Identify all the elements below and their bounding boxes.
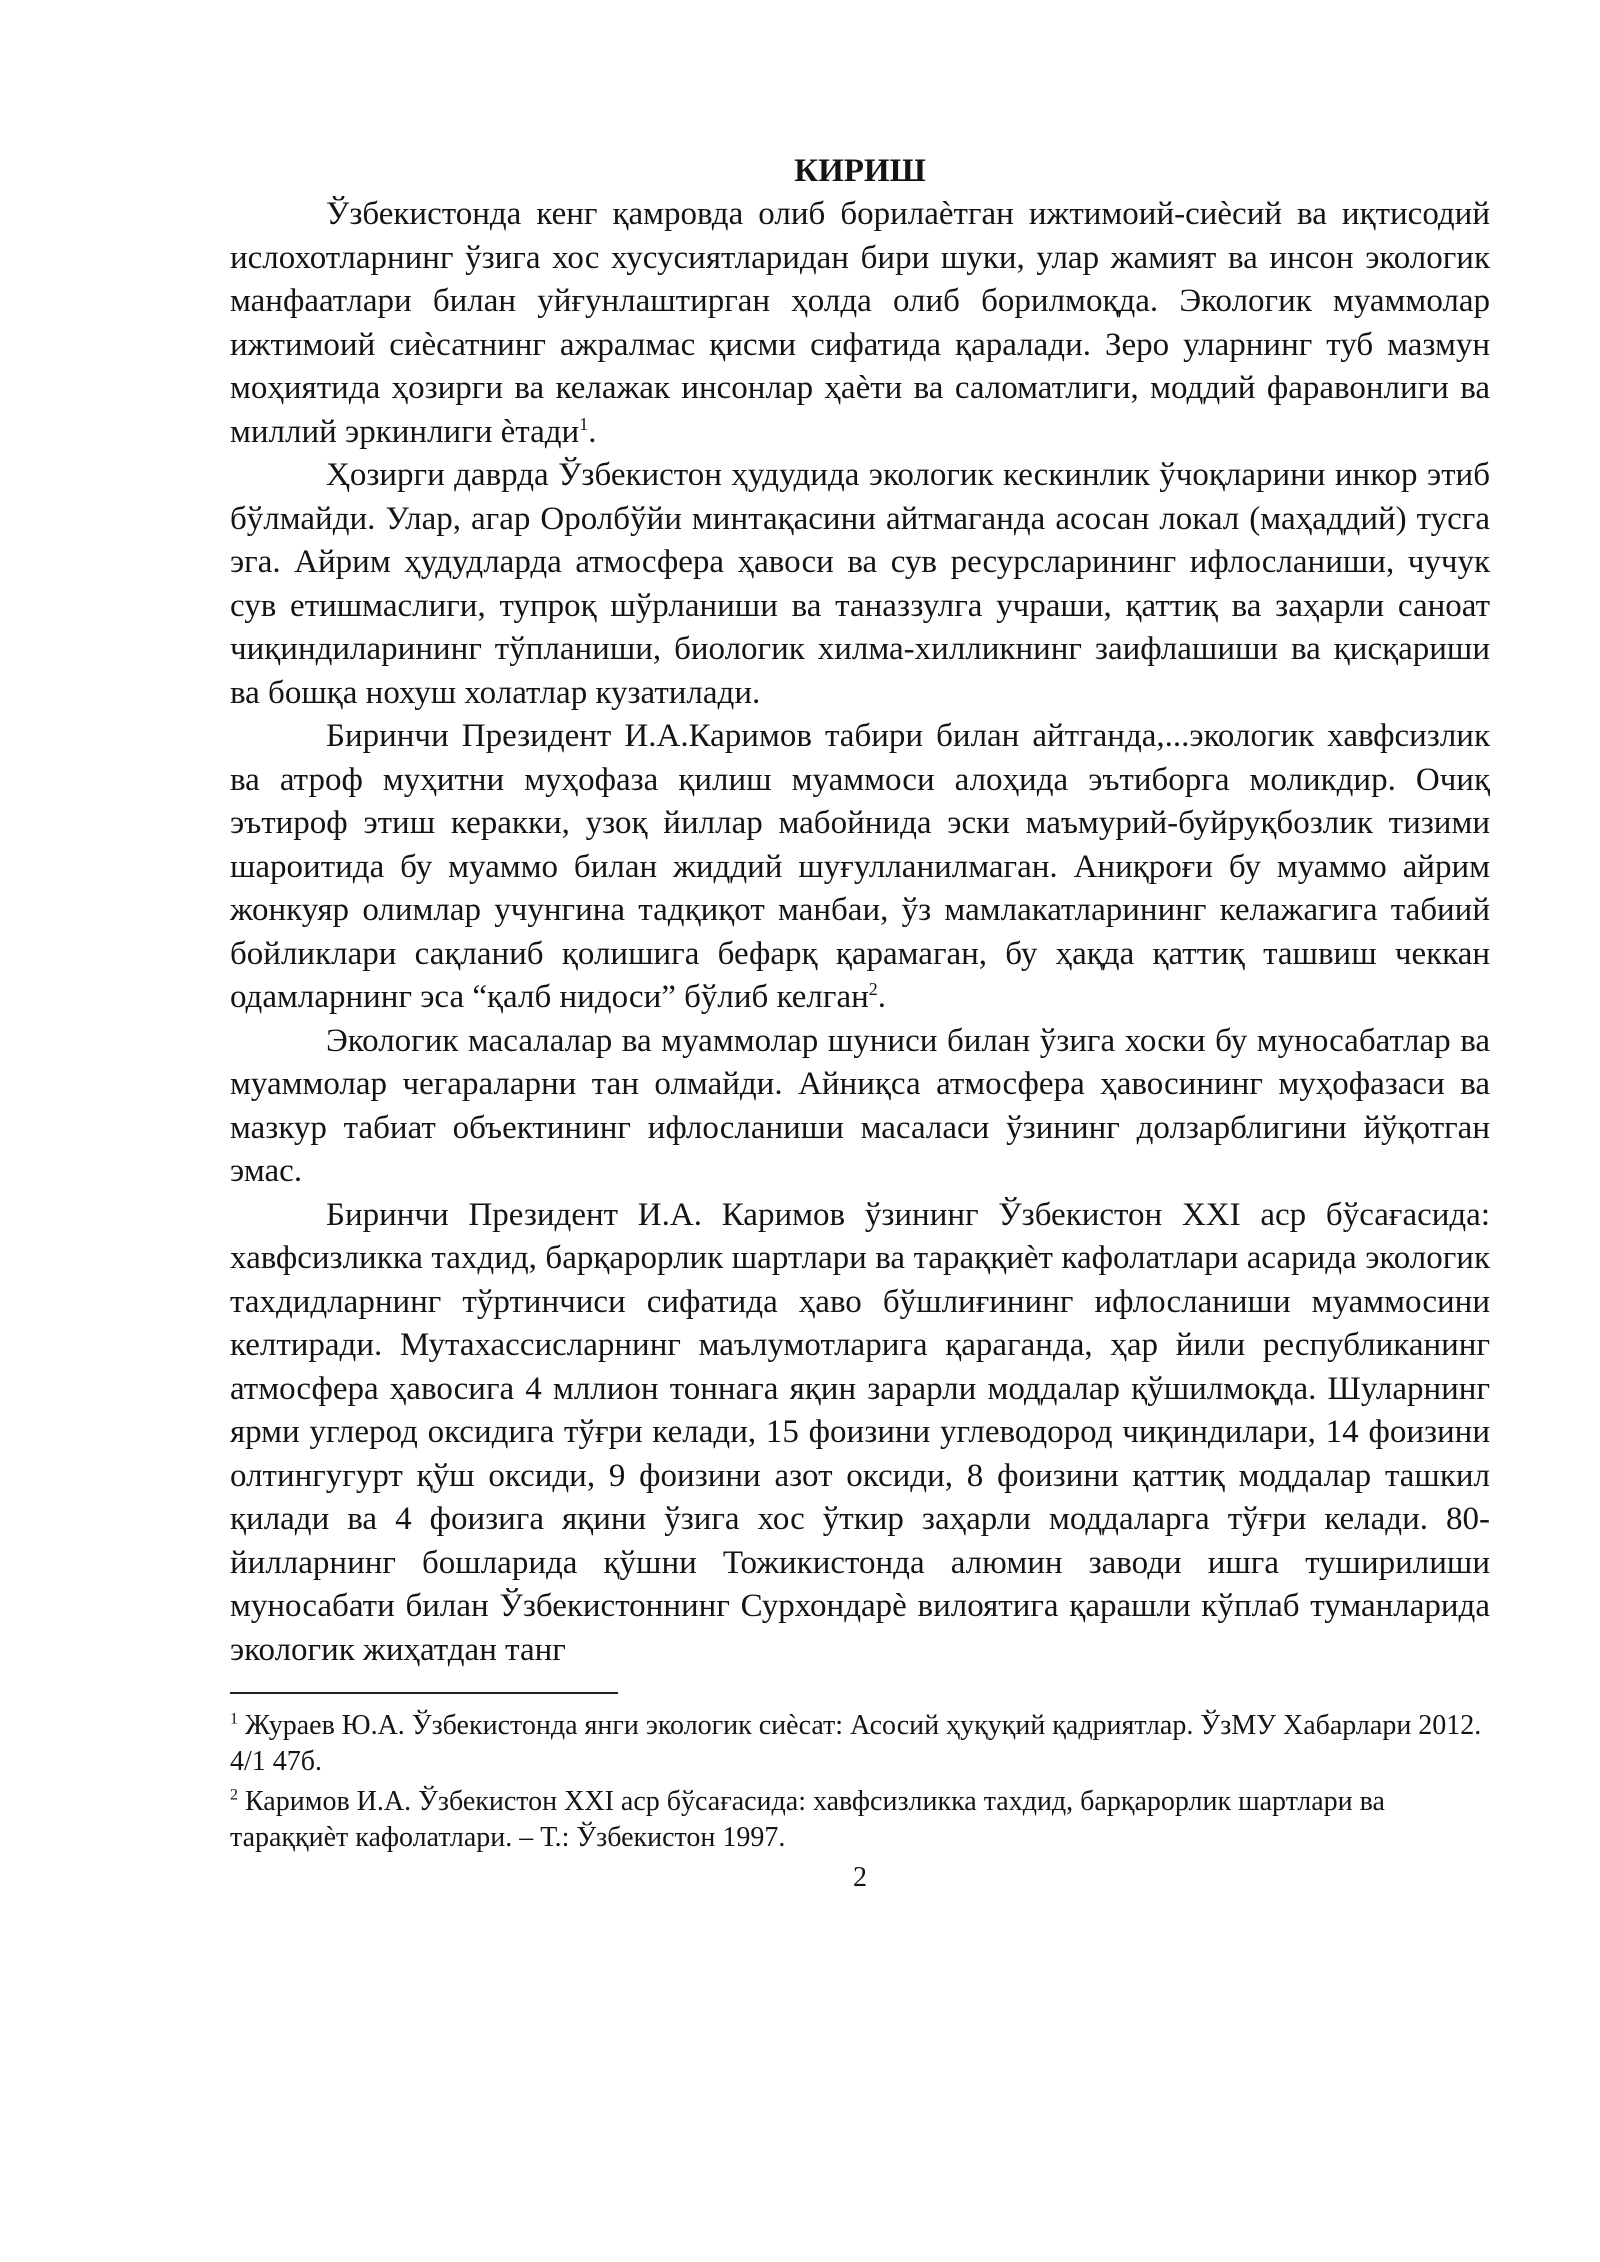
- document-page: [230, 150, 1490, 1896]
- paragraph-text: Ўзбекистонда кенг қамровда олиб борилаѐтган ижтимоий-сиѐсий ва иқтисодий ислохотларнинг ўзига хос хусусиятларидан бири шуки, улар жамият ва инсон экологик манфаатлари билан уйғунлаштирган ҳолда олиб борилмоқда. Экологик муаммолар ижтимоий сиѐсатнинг ажралмас қисми сифатида қаралади. Зеро уларнинг туб мазмун моҳиятида ҳозирги ва келажак инсонлар ҳаѐти ва саломатлиги, моддий фаравонлиги ва миллий эркинлиги ѐтади: [230, 196, 1490, 450]
- paragraph-3: [230, 715, 1490, 1020]
- paragraph-tail: .: [877, 979, 886, 1015]
- paragraph-text: Ҳозирги даврда Ўзбекистон ҳудудида экологик кескинлик ўчоқларини инкор этиб бўлмайди. Улар, агар Оролбўйи минтақасини айтмаганда асосан локал (маҳаддий) тусга эга. Айрим ҳудудларда атмосфера ҳавоси ва сув ресурсларининг ифлосланиши, чучук сув етишмаслиги, тупроқ шўрланиши ва таназзулга учраши, қаттиқ ва заҳарли саноат чиқиндиларининг тўпланиши, биологик хилма-хилликнинг заифлашиши ва қисқариши ва бошқа нохуш холатлар кузатилади.: [230, 457, 1490, 711]
- paragraph-tail: .: [588, 413, 597, 450]
- footnote-mark: 2: [230, 1786, 238, 1804]
- footnote-mark: 1: [230, 1710, 238, 1728]
- paragraph-5: [230, 1194, 1490, 1673]
- page-number: 2: [853, 1862, 867, 1893]
- document-title: КИРИШ: [794, 153, 926, 189]
- paragraph-2: [230, 454, 1490, 715]
- footnote-reference-1[interactable]: 1: [579, 413, 589, 434]
- footnote-text: Каримов И.А. Ўзбекистон XXI аср бўсағасида: хавфсизликка тахдид, барқарорлик шартлари ва тараққиѐт кафолатлари. – Т.: Ўзбекистон 1997.: [230, 1786, 1385, 1853]
- footnote-1: [230, 1708, 1490, 1780]
- paragraph-1: [230, 193, 1490, 454]
- paragraph-text: Биринчи Президент И.А. Каримов ўзининг Ўзбекистон XXI аср бўсағасида: хавфсизликка тахдид, барқарорлик шартлари ва тараққиѐт кафолатлари асарида экологик тахдидларнинг тўртинчиси сифатида ҳаво бўшлиғининг ифлосланиши муаммосини келтиради. Мутахассисларнинг маълумотларига қараганда, ҳар йили республиканинг атмосфера ҳавосига 4 мллион тоннага яқин зарарли моддалар қўшилмоқда. Шуларнинг ярми углерод оксидига тўғри келади, 15 фоизини углеводород чиқиндилари, 14 фоизини олтингугурт қўш оксиди, 9 фоизини азот оксиди, 8 фоизини қаттиқ моддалар ташкил қилади ва 4 фоизига яқини ўзига хос ўткир заҳарли моддаларга тўғри келади. 80-йилларнинг бошларида қўшни Тожикистонда алюмин заводи ишга туширилиши муносабати билан Ўзбекистоннинг Сурхондарѐ вилоятига қарашли кўплаб туманларида экологик жиҳатдан танг: [230, 1196, 1490, 1668]
- footnote-separator: [230, 1692, 618, 1694]
- footnote-text: Жураев Ю.А. Ўзбекистонда янги экологик сиѐсат: Асосий ҳуқуқий қадриятлар. ЎзМУ Хабарлари 2012. 4/1 47б.: [230, 1710, 1482, 1777]
- footnote-reference-2[interactable]: 2: [868, 979, 878, 999]
- paragraph-text: Биринчи Президент И.А.Каримов табири билан айтганда,...экологик хавфсизлик ва атроф муҳитни муҳофаза қилиш муаммоси алоҳида эътиборга моликдир. Очиқ эътироф этиш керакки, узоқ йиллар мабойнида эски маъмурий-буйруқбозлик тизими шароитида бу муаммо билан жиддий шуғулланилмаган. Аниқроғи бу муаммо айрим жонкуяр олимлар учунгина тадқиқот манбаи, ўз мамлакатларининг келажагига табиий бойликлари сақланиб қолишига бефарқ қарамаган, бу ҳақда қаттиқ ташвиш чеккан одамларнинг эса “қалб нидоси” бўлиб келган: [230, 718, 1490, 1015]
- paragraph-text: Экологик масалалар ва муаммолар шуниси билан ўзига хоски бу муносабатлар ва муаммолар чегараларни тан олмайди. Айниқса атмосфера ҳавосининг муҳофазаси ва мазкур табиат объектининг ифлосланиши масаласи ўзининг долзарблигини йўқотган эмас.: [230, 1022, 1490, 1189]
- paragraph-4: [230, 1020, 1490, 1194]
- footnote-2: [230, 1784, 1490, 1856]
